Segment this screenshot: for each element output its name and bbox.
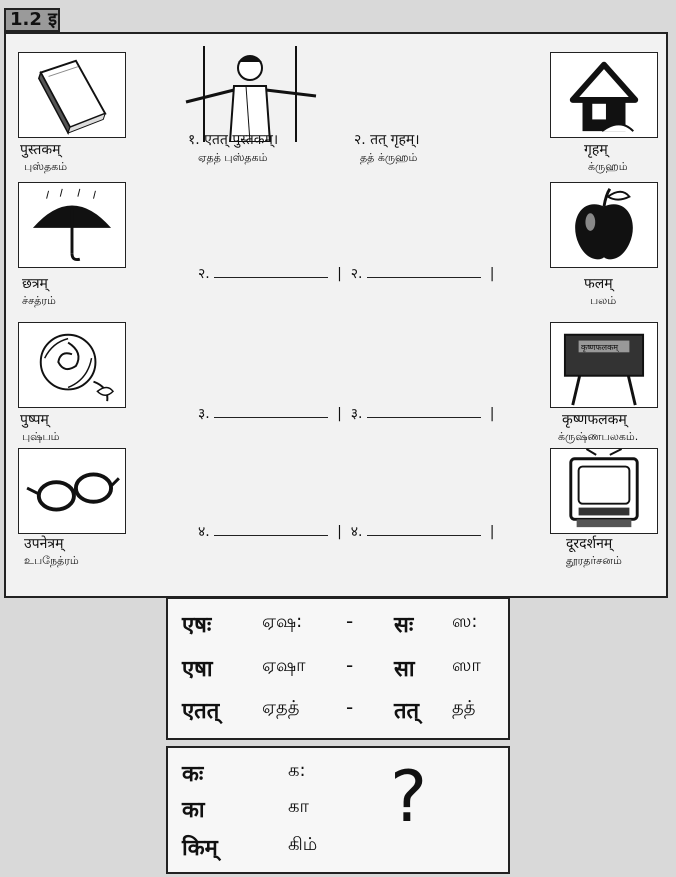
umbrella-word-tamil: ச்சத்ரம்	[22, 294, 56, 307]
blank-3-right-number: ३.	[350, 406, 363, 422]
kah-2-tam: கா	[288, 796, 309, 817]
pronoun-3-dev2: तत्	[394, 699, 420, 724]
house-icon	[551, 53, 657, 137]
flower-word: पुष्पम्	[20, 412, 49, 428]
lesson-number-tag: 1.2 इ	[4, 8, 60, 32]
house-word-tamil: க்ருஹம்	[588, 160, 628, 173]
man-pointing-illustration	[176, 46, 326, 142]
pronoun-2-tam: ஏஷா	[262, 655, 306, 676]
blackboard-icon	[551, 323, 657, 407]
fruit-word-tamil: பலம்	[590, 294, 617, 307]
glasses-word-tamil: உபநேத்ரம்	[24, 554, 79, 567]
blank-4-right-line[interactable]	[367, 523, 481, 536]
tv-word: दूरदर्शनम्	[566, 536, 613, 552]
book-picture	[18, 52, 126, 138]
flower-word-tamil: புஷ்பம்	[22, 430, 60, 443]
umbrella-picture	[18, 182, 126, 268]
kah-1-dev: कः	[182, 762, 204, 787]
blackboard-picture	[550, 322, 658, 408]
blank-row-2: २. | २. |	[198, 266, 495, 282]
kah-3-dev: किम्	[182, 836, 218, 861]
example-2-sentence: २. तत् गृहम्।	[354, 132, 420, 148]
question-mark: ?	[390, 756, 428, 838]
blank-2-right-line[interactable]	[367, 265, 481, 278]
blank-2-left-number: २.	[198, 266, 210, 282]
picture-exercise-panel	[4, 32, 668, 598]
blank-4-right-number: ४.	[350, 524, 363, 540]
book-word: पुस्तकम्	[20, 142, 61, 158]
tv-word-tamil: தூரதர்சனம்	[566, 554, 622, 567]
kah-3-tam: கிம்	[288, 834, 318, 855]
pronoun-2-tam2: ஸா	[452, 655, 481, 676]
kah-1-tam: க:	[288, 760, 306, 781]
blackboard-word-tamil: க்ருஷ்ணபலகம்.	[558, 430, 639, 443]
example-1-tamil: ஏதத் புஸ்தகம்	[198, 151, 268, 164]
fruit-word: फलम्	[584, 276, 613, 292]
pronoun-2-dash: -	[346, 653, 354, 677]
tv-picture	[550, 448, 658, 534]
umbrella-word: छत्रम्	[22, 276, 48, 292]
blank-2-left-line[interactable]	[214, 265, 328, 278]
fruit-picture	[550, 182, 658, 268]
pronoun-1-dev2: सः	[394, 613, 414, 638]
example-1-sentence: १. एतत् पुस्तकम्।	[188, 132, 279, 148]
pronoun-1-dash: -	[346, 609, 354, 633]
pronoun-2-dev: एषा	[182, 657, 213, 682]
blank-4-left-number: ४.	[198, 524, 210, 540]
house-word: गृहम्	[584, 142, 608, 158]
pronoun-1-tam2: ஸ:	[452, 611, 478, 632]
television-icon	[551, 449, 657, 533]
glasses-word: उपनेत्रम्	[24, 536, 64, 552]
blank-4-left-line[interactable]	[214, 523, 328, 536]
spectacles-icon	[19, 449, 125, 533]
blank-2-right-number: २.	[350, 266, 363, 282]
kah-2-dev: का	[182, 798, 205, 823]
rose-icon	[19, 323, 125, 407]
book-icon	[19, 53, 125, 137]
book-word-tamil: புஸ்தகம்	[24, 160, 68, 173]
glasses-picture	[18, 448, 126, 534]
pronoun-3-tam: ஏதத்	[262, 697, 300, 718]
pronoun-2-dev2: सा	[394, 657, 415, 682]
blackboard-text: कृष्णफलकम्	[581, 343, 619, 352]
pronoun-box	[166, 597, 510, 740]
blank-row-4: ४. | ४. |	[198, 524, 495, 540]
interrogative-box	[166, 746, 510, 874]
pronoun-3-tam2: தத்	[452, 697, 476, 718]
umbrella-icon	[19, 183, 125, 267]
house-picture	[550, 52, 658, 138]
example-2-tamil: தத் க்ருஹம்	[360, 151, 418, 164]
blank-3-right-line[interactable]	[367, 405, 481, 418]
blackboard-word: कृष्णफलकम्	[562, 412, 627, 428]
blank-row-3: ३. | ३. |	[198, 406, 495, 422]
pronoun-3-dash: -	[346, 695, 354, 719]
pronoun-1-tam: ஏஷ:	[262, 611, 303, 632]
pronoun-3-dev: एतत्	[182, 699, 220, 724]
flower-picture	[18, 322, 126, 408]
blank-3-left-line[interactable]	[214, 405, 328, 418]
pronoun-1-dev: एषः	[182, 613, 212, 638]
apple-icon	[551, 183, 657, 267]
blank-3-left-number: ३.	[198, 406, 210, 422]
